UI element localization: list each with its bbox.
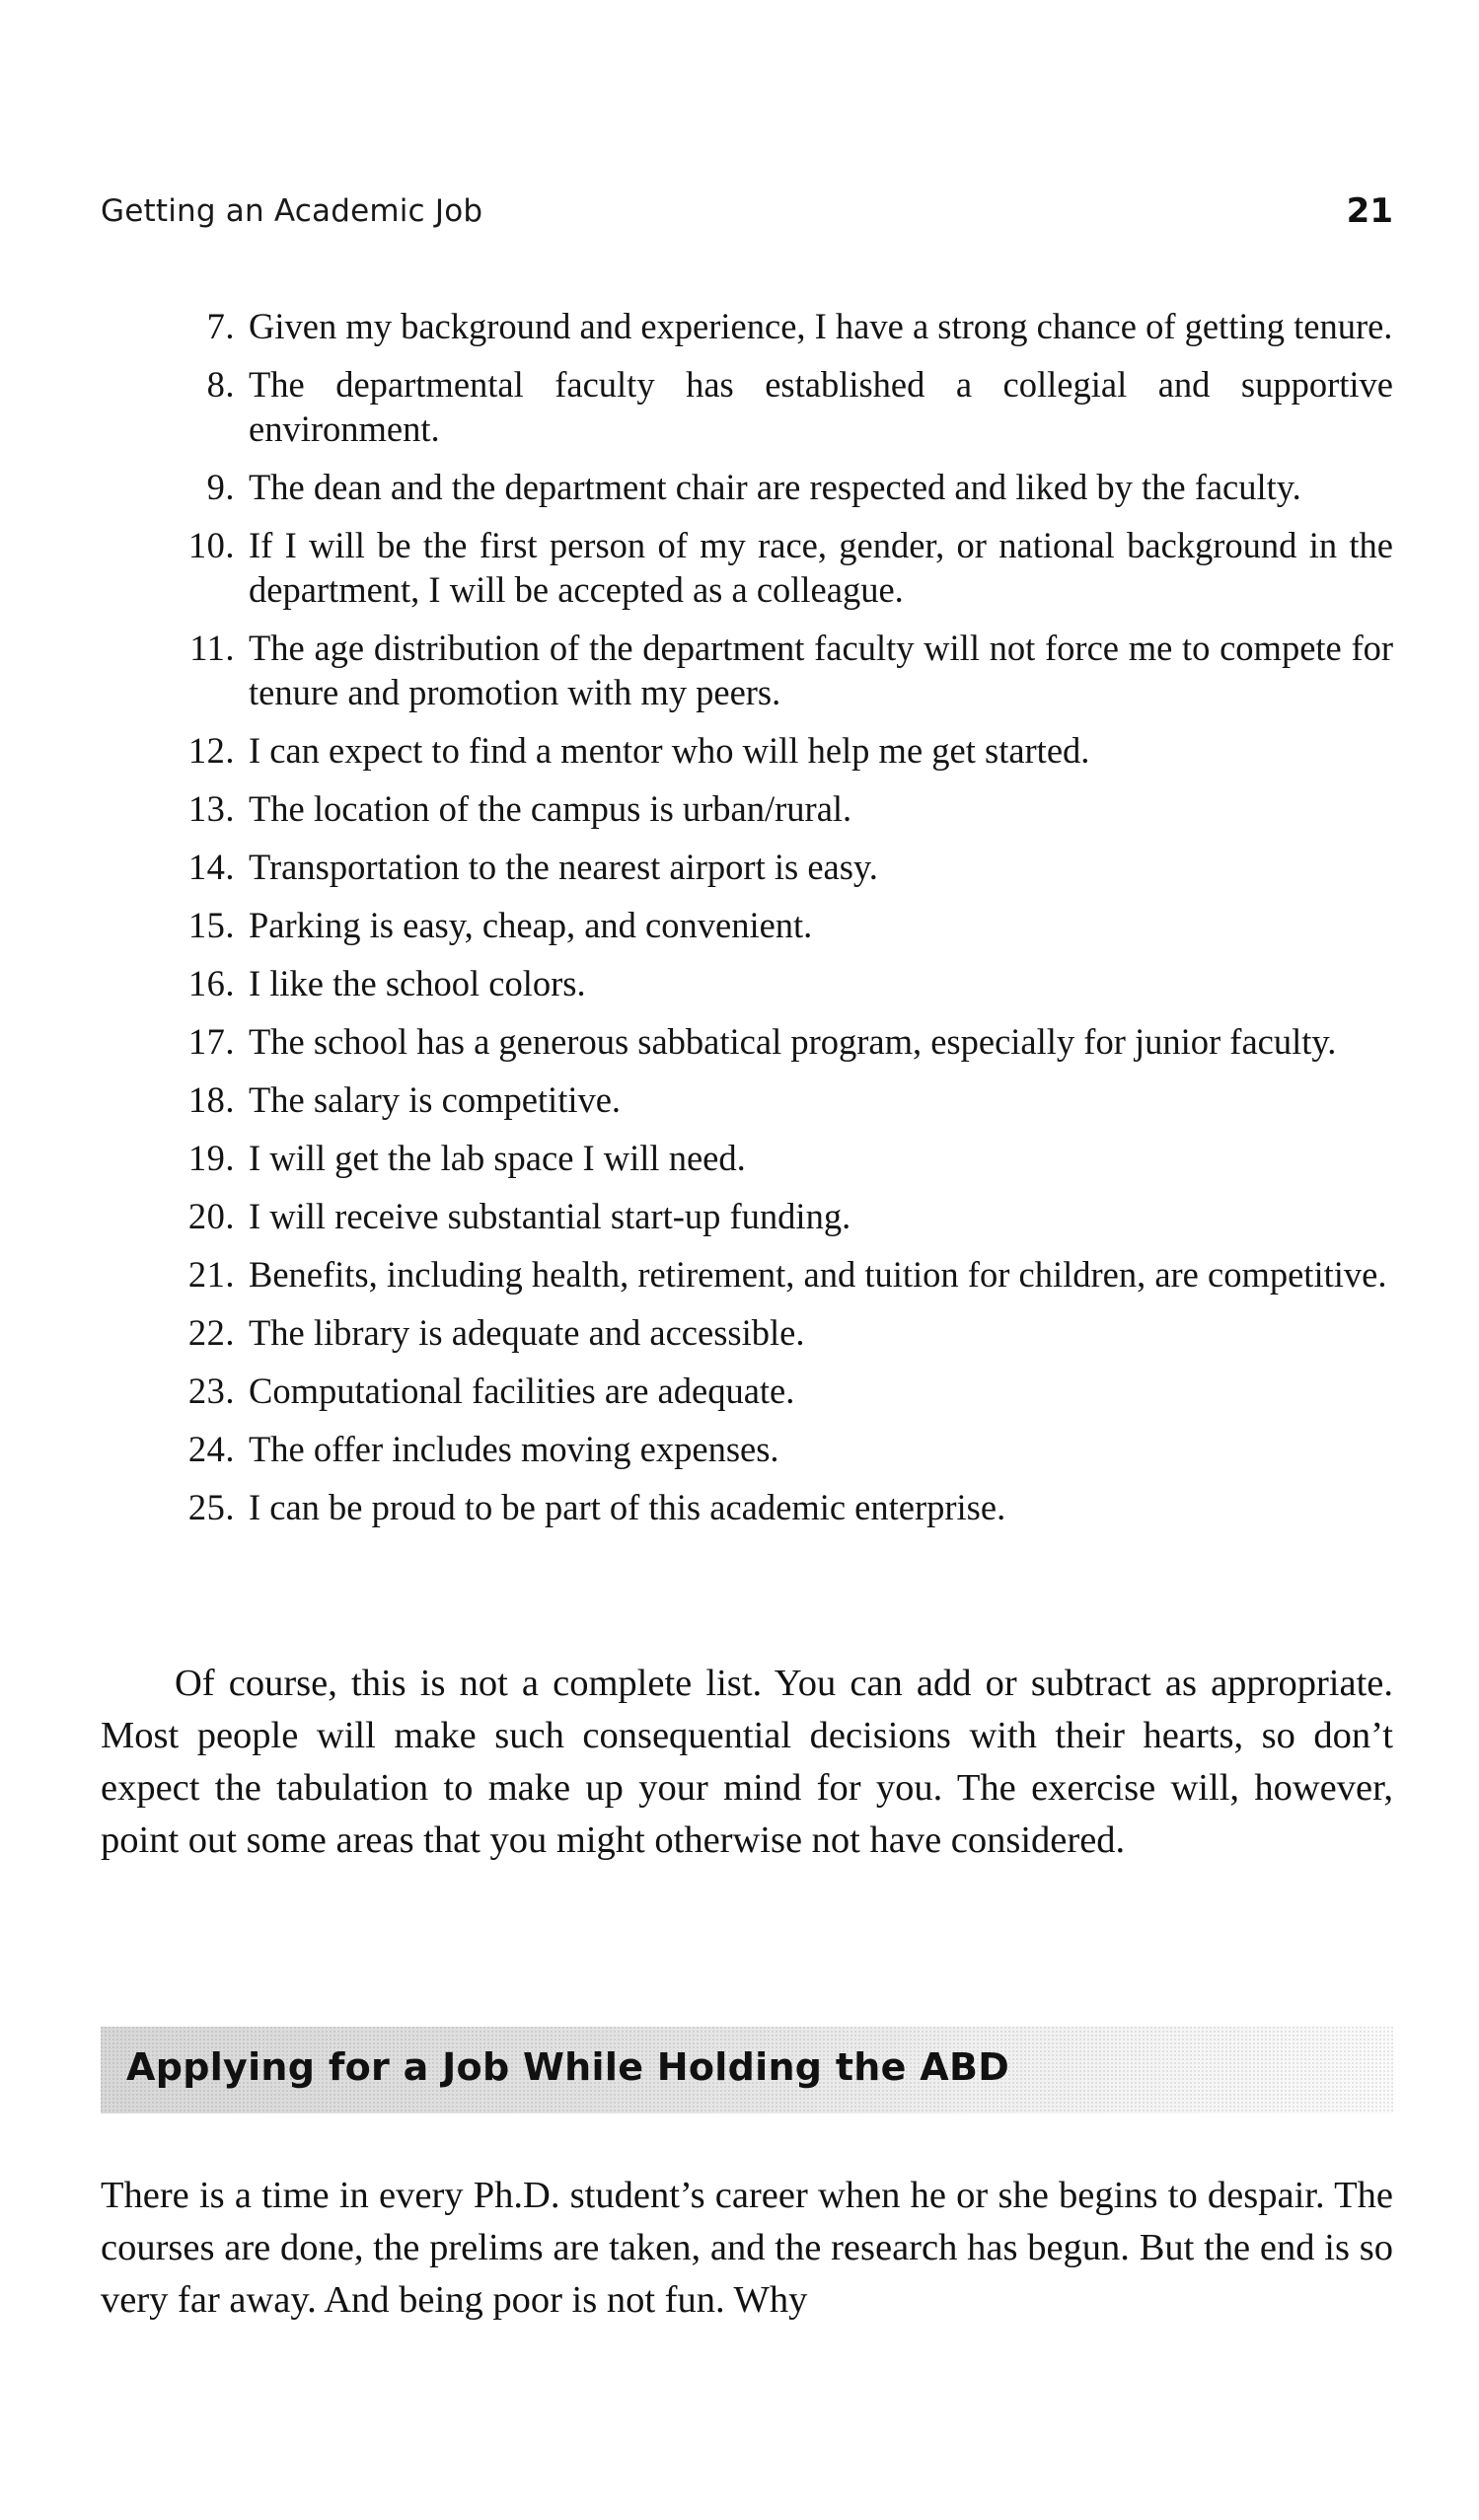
item-text: I like the school colors. [249,963,586,1003]
list-item [0,1252,1393,1297]
item-number: 14. [187,847,235,887]
list-item [0,1077,1393,1122]
list-item [0,845,1393,889]
running-head [101,193,1393,237]
item-text: I can be proud to be part of this academic enterprise. [249,1487,1006,1527]
item-number: 7. [206,306,235,346]
section-paragraph: There is a time in every Ph.D. student’s career when he or she begins to despair. The courses are done, the prelims are taken, and the research has begun. But the end is so very far away. And being poor is not fun. Why [101,2175,1393,2321]
item-number: 22. [187,1312,235,1353]
item-text: The dean and the department chair are respected and liked by the faculty. [249,467,1301,507]
list-item [0,1427,1393,1471]
item-number: 8. [206,364,235,405]
item-number: 19. [187,1138,235,1178]
list-item [0,1136,1393,1180]
item-text: Benefits, including health, retirement, and tuition for children, are competitive. [249,1254,1387,1295]
item-text: Computational facilities are adequate. [249,1371,795,1411]
item-text: I will get the lab space I will need. [249,1138,746,1178]
list-item [0,626,1393,714]
list-item [0,961,1393,1005]
item-text: The location of the campus is urban/rural. [249,788,852,829]
item-text: The salary is competitive. [249,1079,622,1120]
item-number: 15. [187,905,235,945]
item-text: Parking is easy, cheap, and convenient. [249,905,813,945]
list-item [0,1310,1393,1355]
item-text: I will receive substantial start-up funding. [249,1196,851,1236]
item-text: Given my background and experience, I have a strong chance of getting tenure. [249,306,1393,346]
closing-paragraph: Of course, this is not a complete list. You can add or subtract as appropriate. Most people will make such consequential decisions with their hearts, so don’t expect the tabulation to make up your mind for you. The exercise will, however, point out some areas that you might otherwise not have considered. [101,1663,1393,1861]
item-text: If I will be the first person of my race, gender, or national background in the department, I will be accepted as a colleague. [249,525,1393,610]
item-number: 25. [187,1487,235,1527]
item-text: The departmental faculty has established a collegial and supportive environment. [249,364,1393,449]
list-item [0,1194,1393,1238]
list-item [0,786,1393,831]
item-text: Transportation to the nearest airport is easy. [249,847,878,887]
section-heading-band [101,2027,1393,2113]
list-item [0,523,1393,612]
item-number: 9. [206,467,235,507]
item-text: I can expect to find a mentor who will help me get started. [249,730,1090,771]
item-text: The library is adequate and accessible. [249,1312,805,1353]
criteria-list [0,304,1479,1543]
item-text: The age distribution of the department faculty will not force me to compete for tenure and promotion with my peers. [249,628,1393,712]
item-number: 11. [189,628,235,668]
item-number: 10. [187,525,235,565]
item-number: 17. [187,1021,235,1062]
item-text: The offer includes moving expenses. [249,1429,779,1469]
list-item [0,465,1393,509]
item-number: 20. [187,1196,235,1236]
item-number: 18. [187,1079,235,1120]
list-item [0,1019,1393,1064]
item-number: 13. [187,788,235,829]
list-item [0,728,1393,773]
running-title: Getting an Academic Job [101,193,483,229]
list-item [0,304,1393,348]
item-number: 24. [187,1429,235,1469]
item-number: 23. [187,1371,235,1411]
list-item [0,1485,1393,1529]
item-number: 21. [187,1254,235,1295]
list-item [0,362,1393,451]
item-number: 12. [187,730,235,771]
list-item [0,1369,1393,1413]
page-number: 21 [1346,191,1393,231]
section-heading: Applying for a Job While Holding the ABD [126,2045,1010,2089]
item-text: The school has a generous sabbatical program, especially for junior faculty. [249,1021,1337,1062]
item-number: 16. [187,963,235,1003]
list-item [0,903,1393,947]
